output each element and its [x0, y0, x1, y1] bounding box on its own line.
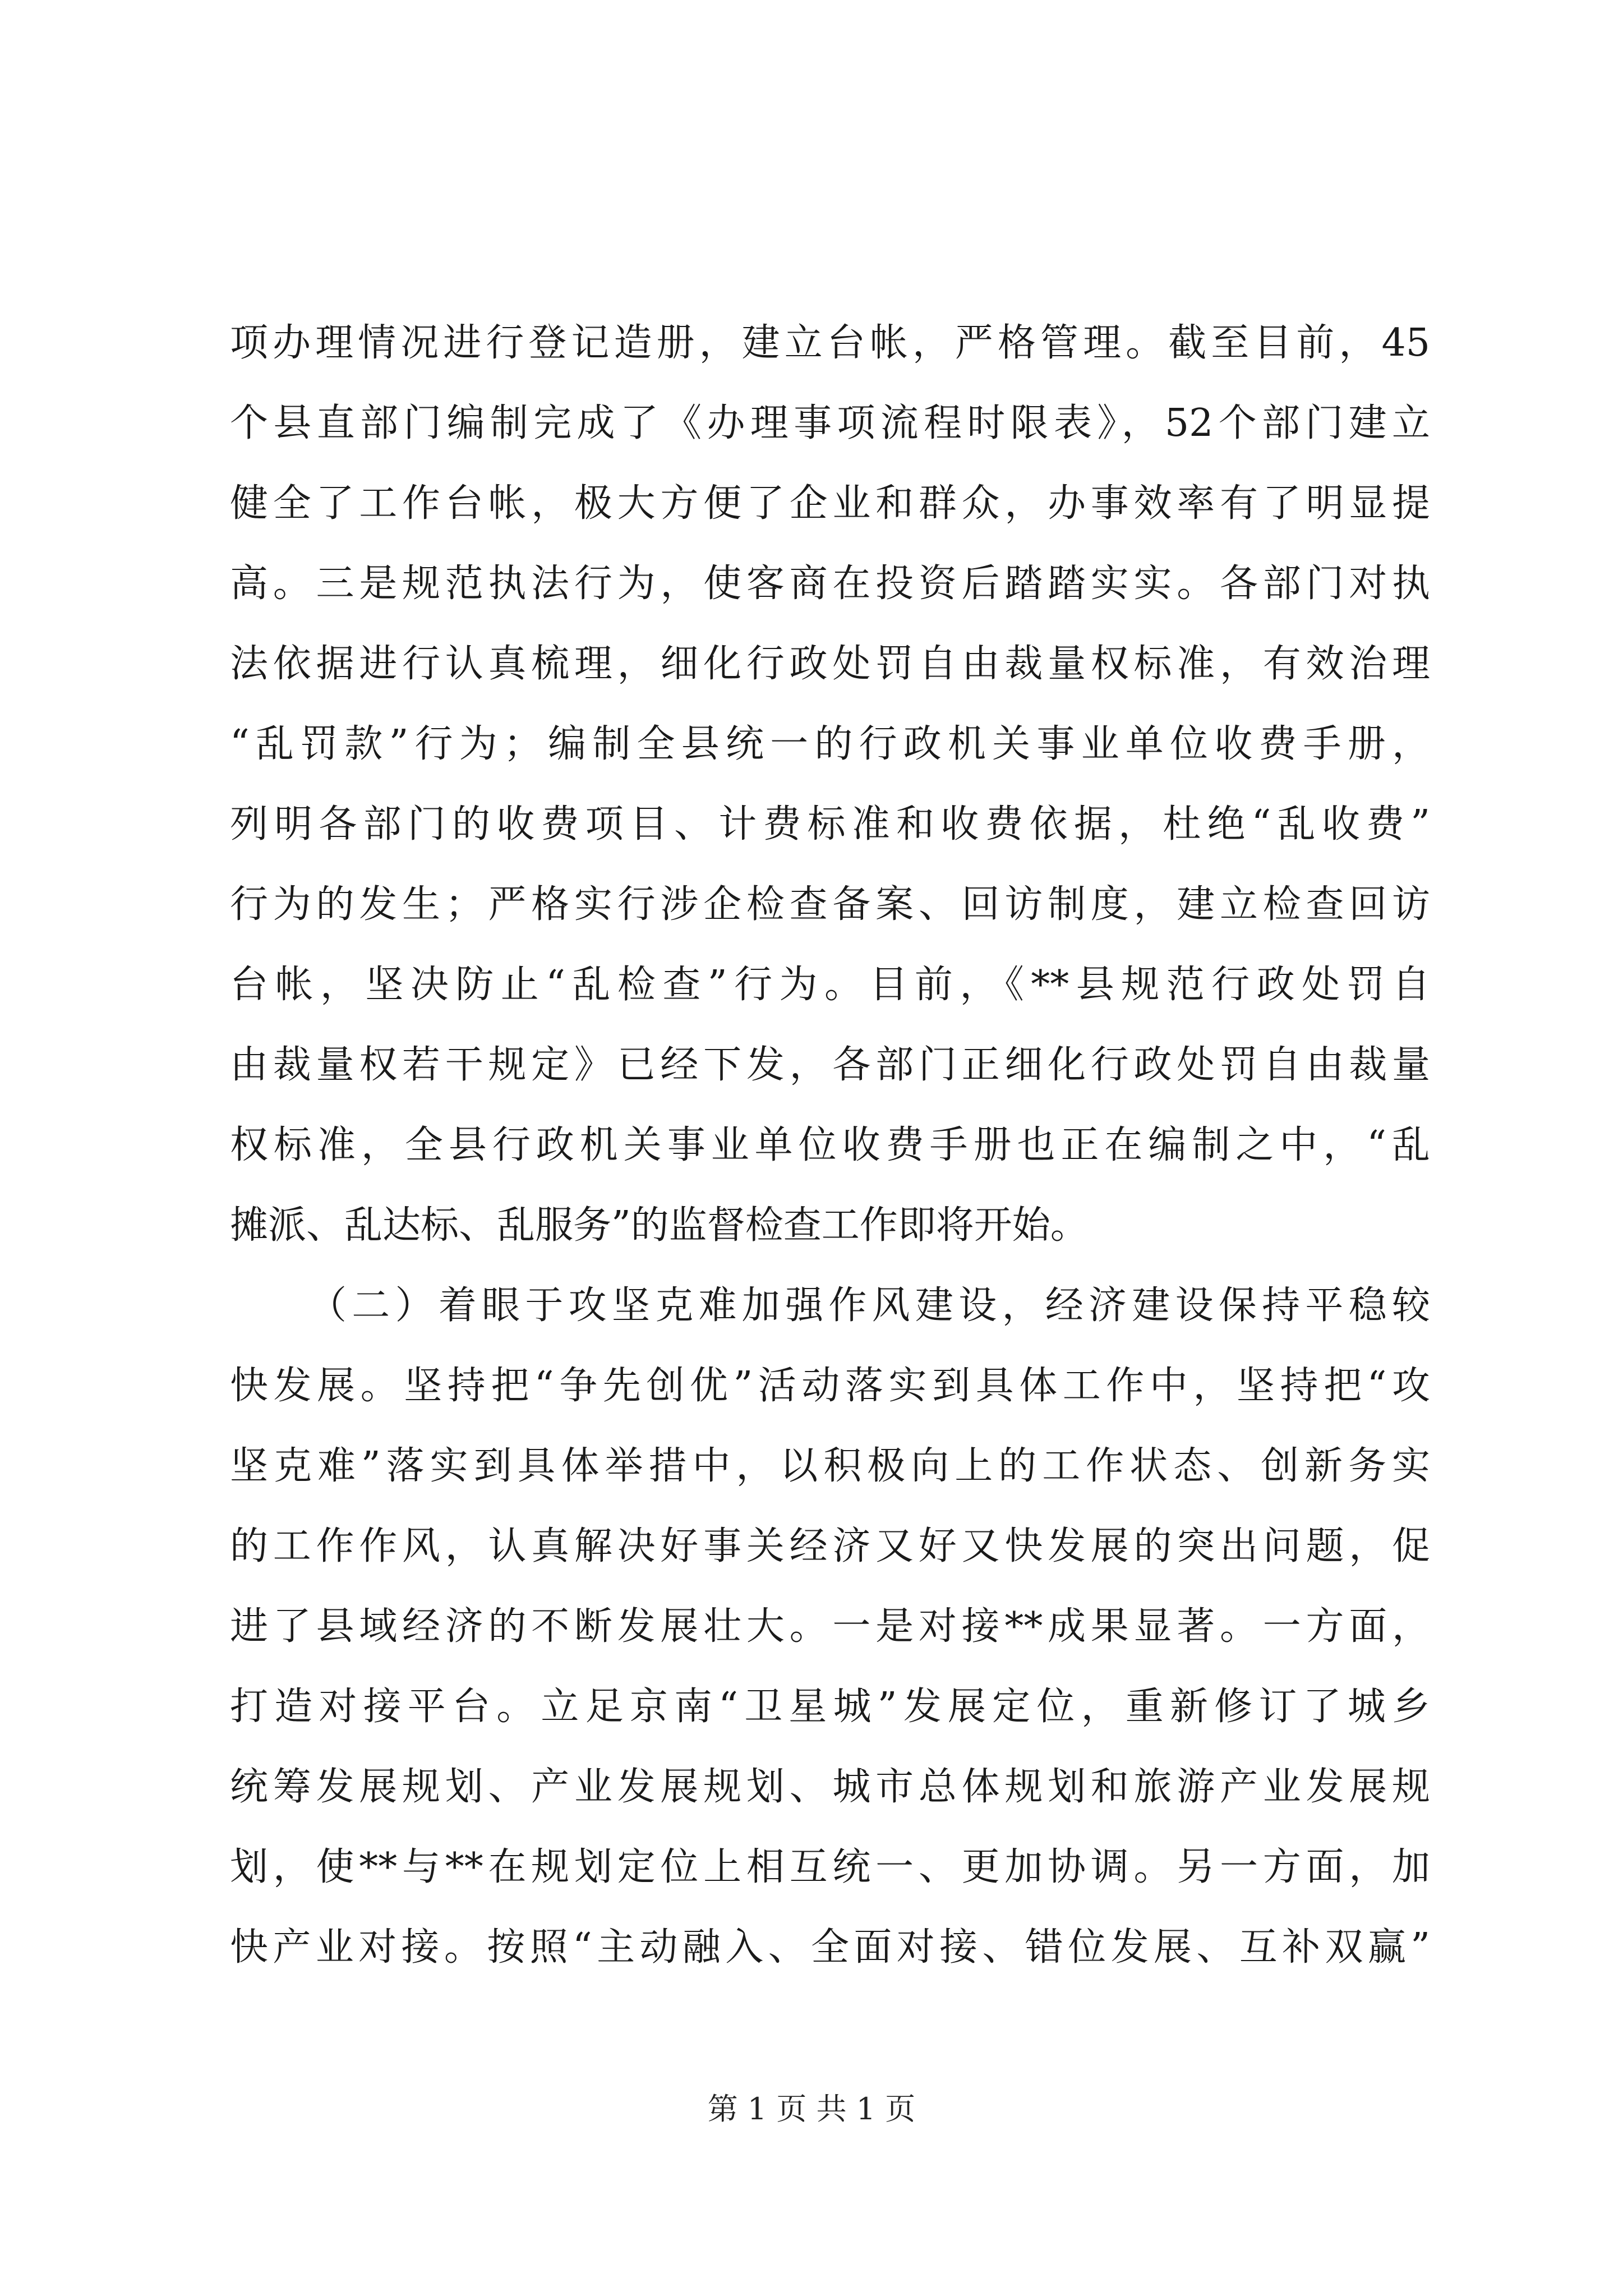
text-line: “乱罚款”行为；编制全县统一的行政机关事业单位收费手册，: [230, 722, 1430, 766]
text-line: 打造对接平台。立足京南“卫星城”发展定位，重新修订了城乡: [230, 1685, 1430, 1729]
text-line: 行为的发生；严格实行涉企检查备案、回访制度，建立检查回访: [230, 882, 1430, 927]
text-line: 划，使**与**在规划定位上相互统一、更加协调。另一方面，加: [230, 1845, 1430, 1889]
text-line: 台帐，坚决防止“乱检查”行为。目前，《**县规范行政处罚自: [230, 963, 1430, 1007]
text-line: 个县直部门编制完成了《办理事项流程时限表》，52个部门建立: [230, 401, 1430, 445]
document-body: [230, 303, 1430, 1987]
page-number-footer: 第 1 页 共 1 页: [707, 2091, 916, 2127]
text-line: 的工作作风，认真解决好事关经济又好又快发展的突出问题，促: [230, 1524, 1430, 1568]
text-line: 法依据进行认真梳理，细化行政处罚自由裁量权标准，有效治理: [230, 642, 1430, 686]
text-line: 统筹发展规划、产业发展规划、城市总体规划和旅游产业发展规: [230, 1765, 1430, 1809]
text-line: 由裁量权若干规定》已经下发，各部门正细化行政处罚自由裁量: [230, 1043, 1430, 1087]
text-line: 坚克难”落实到具体举措中，以积极向上的工作状态、创新务实: [230, 1444, 1430, 1488]
text-line: 摊派、乱达标、乱服务”的监督检查工作即将开始。: [230, 1203, 1089, 1248]
text-line: （二）着眼于攻坚克难加强作风建设，经济建设保持平稳较: [308, 1283, 1430, 1328]
text-line: 列明各部门的收费项目、计费标准和收费依据，杜绝“乱收费”: [230, 802, 1430, 846]
text-line: 健全了工作台帐，极大方便了企业和群众，办事效率有了明显提: [230, 481, 1430, 526]
text-line: 高。三是规范执法行为，使客商在投资后踏踏实实。各部门对执: [230, 562, 1430, 606]
paragraph-2: [230, 1266, 1430, 1987]
text-line: 进了县域经济的不断发展壮大。一是对接**成果显著。一方面，: [230, 1604, 1430, 1649]
text-line: 项办理情况进行登记造册，建立台帐，严格管理。截至目前，45: [230, 321, 1430, 365]
paragraph-1: [230, 303, 1430, 1266]
text-line: 快产业对接。按照“主动融入、全面对接、错位发展、互补双赢”: [230, 1925, 1430, 1970]
text-line: 权标准，全县行政机关事业单位收费手册也正在编制之中，“乱: [230, 1123, 1430, 1167]
text-line: 快发展。坚持把“争先创优”活动落实到具体工作中，坚持把“攻: [230, 1364, 1430, 1408]
